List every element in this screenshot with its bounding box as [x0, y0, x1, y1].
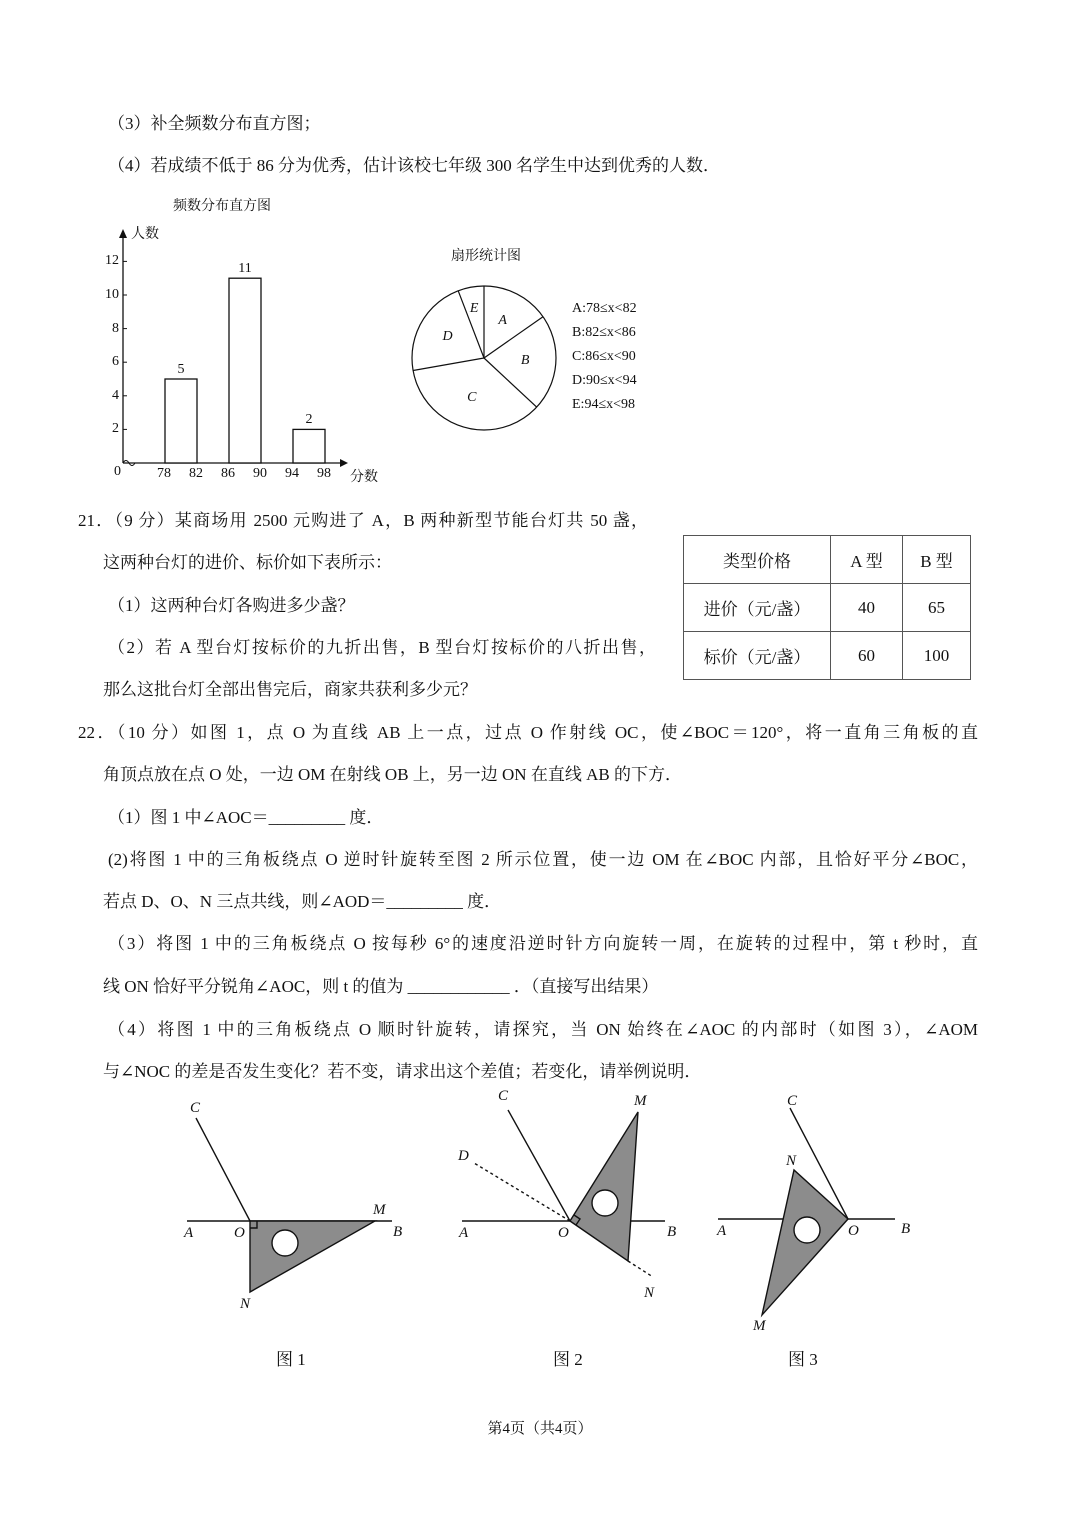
pie-legend-item: A:78≤x<82 — [572, 301, 637, 316]
table-cell: 60 — [831, 632, 903, 680]
label-n: N — [240, 1296, 251, 1312]
table-cell: 40 — [831, 584, 903, 632]
figure-3 — [718, 1108, 895, 1315]
figure-1-caption: 图 1 — [276, 1350, 306, 1369]
y-tick-label: 8 — [112, 320, 119, 336]
y-tick-label: 10 — [105, 287, 119, 302]
label-a: A — [717, 1223, 727, 1239]
x-tick-label: 94 — [285, 466, 299, 481]
pie-sector-label: E — [469, 300, 479, 316]
pie-sector-label: A — [498, 312, 507, 328]
table-header: A 型 — [831, 536, 903, 584]
q21-line2: 这两种台灯的进价、标价如下表所示： — [103, 553, 392, 572]
histogram-origin: 0 — [114, 464, 121, 479]
pie-sector-label: C — [467, 390, 477, 406]
pie-legend-item: E:94≤x<98 — [572, 397, 636, 412]
q20-part3: （3）补全频数分布直方图； — [108, 114, 321, 133]
pie-sector-label: B — [520, 352, 530, 368]
x-tick-label: 86 — [221, 466, 235, 481]
x-tick-label: 98 — [317, 466, 331, 481]
table-cell: 100 — [903, 632, 971, 680]
table-cell: 标价（元/盏） — [684, 632, 831, 680]
q22-part4: （4）将图 1 中的三角板绕点 O 顺时针旋转，请探究，当 ON 始终在∠AOC 的内部时（如图 3），∠AOM — [108, 1020, 978, 1039]
ray-oc — [196, 1118, 250, 1221]
y-tick-label: 2 — [112, 421, 119, 437]
label-m: M — [634, 1093, 647, 1109]
bar-value-label: 5 — [177, 362, 185, 377]
y-tick-label: 12 — [105, 253, 119, 269]
figure-1 — [187, 1118, 392, 1292]
q21-part2: （2）若 A 型台灯按标价的九折出售，B 型台灯按标价的八折出售， — [108, 638, 656, 657]
q22-part2b: 若点 D、O、N 三点共线，则∠AOD＝_________ 度． — [103, 892, 502, 911]
label-o: O — [234, 1225, 245, 1241]
pie-legend-item: D:90≤x<94 — [572, 373, 637, 388]
label-n: N — [786, 1153, 797, 1169]
pie-legend-item: C:86≤x<90 — [572, 349, 636, 364]
q22-line2: 角顶点放在点 O 处，一边 OM 在射线 OB 上，另一边 ON 在直线 AB 的下方． — [103, 765, 682, 784]
table-header: B 型 — [903, 536, 971, 584]
label-n: N — [644, 1285, 655, 1301]
table-cell: 进价（元/盏） — [684, 584, 831, 632]
table-header: 类型价格 — [684, 536, 831, 584]
label-b: B — [667, 1224, 677, 1240]
set-square — [250, 1221, 375, 1292]
y-tick-label: 4 — [112, 387, 119, 403]
label-c: C — [498, 1088, 509, 1104]
bar-value-label: 2 — [305, 412, 313, 428]
set-square — [570, 1112, 638, 1261]
ray-on-dashed — [628, 1261, 653, 1277]
figure-3-caption: 图 3 — [788, 1350, 818, 1369]
ray-oc — [508, 1110, 570, 1221]
label-m: M — [373, 1202, 386, 1218]
set-square-hole — [592, 1190, 618, 1216]
set-square-hole — [794, 1217, 820, 1243]
histogram-ylabel: 人数 — [131, 227, 159, 242]
label-m: M — [753, 1318, 766, 1334]
figure-2-caption: 图 2 — [553, 1350, 583, 1369]
q22-part3b: 线 ON 恰好平分锐角∠AOC，则 t 的值为 ____________ ．（直接写出结果） — [103, 977, 659, 996]
page-footer: 第4页（共4页） — [487, 1421, 593, 1437]
q22-part3: （3）将图 1 中的三角板绕点 O 按每秒 6°的速度沿逆时针方向旋转一周，在旋转的过程中，第 t 秒时，直 — [108, 934, 978, 953]
q21-part1: （1）这两种台灯各购进多少盏？ — [108, 596, 355, 615]
histogram-xlabel: 分数 — [350, 470, 378, 485]
bar-value-label: 11 — [238, 261, 252, 277]
pie-sector-label: D — [442, 329, 453, 345]
y-tick-label: 6 — [112, 354, 119, 370]
label-a: A — [459, 1225, 469, 1241]
pie-title: 扇形统计图 — [451, 249, 521, 264]
x-tick-label: 78 — [157, 466, 171, 481]
q20-part4: （4）若成绩不低于 86 分为优秀，估计该校七年级 300 名学生中达到优秀的人数． — [108, 156, 720, 175]
table-cell: 65 — [903, 584, 971, 632]
label-o: O — [848, 1223, 859, 1239]
label-b: B — [393, 1224, 403, 1240]
label-c: C — [787, 1093, 798, 1109]
label-d: D — [458, 1148, 469, 1164]
q22-part4b: 与∠NOC 的差是否发生变化？若不变，请求出这个差值；若变化，请举例说明． — [103, 1062, 702, 1081]
label-o: O — [558, 1225, 569, 1241]
q21-line1: 21．（9 分）某商场用 2500 元购进了 A，B 两种新型节能台灯共 50 盏， — [78, 511, 648, 530]
x-tick-label: 82 — [189, 466, 203, 481]
set-square-hole — [272, 1230, 298, 1256]
figure-2 — [462, 1110, 665, 1277]
histogram-title: 频数分布直方图 — [173, 199, 271, 214]
label-b: B — [901, 1221, 911, 1237]
q21-part2b: 那么这批台灯全部出售完后，商家共获利多少元？ — [103, 680, 477, 699]
x-tick-label: 90 — [253, 466, 267, 481]
label-c: C — [190, 1100, 201, 1116]
q22-part2: (2)将图 1 中的三角板绕点 O 逆时针旋转至图 2 所示位置，使一边 OM 在∠BOC 内部，且恰好平分∠BOC， — [108, 850, 978, 869]
ray-od-dashed — [474, 1163, 570, 1221]
label-a: A — [184, 1225, 194, 1241]
q22-part1: （1）图 1 中∠AOC＝_________ 度． — [108, 808, 384, 827]
q22-line1: 22．（10 分）如图 1，点 O 为直线 AB 上一点，过点 O 作射线 OC，使∠BOC＝120°，将一直角三角板的直 — [78, 723, 978, 742]
pie-legend-item: B:82≤x<86 — [572, 325, 636, 340]
